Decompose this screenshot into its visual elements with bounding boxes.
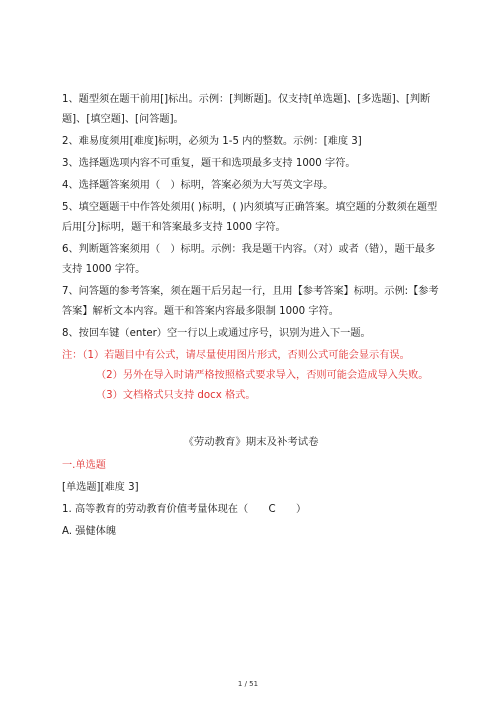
document-body bbox=[62, 90, 440, 542]
rule-1: 1、题型须在题干前用[]标出。示例：[判断题]。仅支持[单选题]、[多选题]、[判断题]、[填空题]、[问答题]。 bbox=[62, 94, 431, 125]
question-stem: 1. 高等教育的劳动教育价值考量体现在（ C ） bbox=[62, 504, 307, 515]
rule-7: 7、问答题的参考答案，须在题干后另起一行，且用【参考答案】标明。示例:【参考答案】解析文本内容。题干和答案内容最多限制 1000 字符。 bbox=[62, 286, 439, 317]
note-item-1: （1）若题目中有公式，请尽量使用图片形式，否则公式可能会显示有误。 bbox=[82, 350, 410, 361]
note-3: （3）文档格式只支持 docx 格式。 bbox=[96, 390, 256, 401]
note-1 bbox=[62, 346, 440, 366]
exam-title: 《劳动教育》期末及补考试卷 bbox=[183, 436, 319, 448]
rule-8: 8、按回车键（enter）空一行以上或通过序号，识别为进入下一题。 bbox=[62, 328, 371, 339]
rule-3: 3、选择题选项内容不可重复，题干和选项最多支持 1000 字符。 bbox=[62, 158, 356, 169]
note-2: （2）另外在导入时请严格按照格式要求导入，否则可能会造成导入失败。 bbox=[96, 370, 429, 381]
question-meta: [单选题][难度 3] bbox=[62, 482, 139, 493]
rule-4: 4、选择题答案须用（ ）标明，答案必须为大写英文字母。 bbox=[62, 180, 334, 191]
note-label: 注： bbox=[62, 350, 83, 361]
section-heading: 一.单选题 bbox=[62, 460, 106, 471]
rule-6: 6、判断题答案须用（ ）标明。示例：我是题干内容。（对）或者（错），题干最多支持 1000 字符。 bbox=[62, 244, 436, 275]
rule-5: 5、填空题题干中作答处须用( )标明，( )内须填写正确答案。填空题的分数须在题型后用[分]标明，题干和答案最多支持 1000 字符。 bbox=[62, 202, 438, 233]
page-number: 1 / 51 bbox=[237, 680, 259, 688]
rule-2: 2、难易度须用[难度]标明，必须为 1-5 内的整数。示例：[难度 3] bbox=[62, 136, 362, 147]
option-a: A. 强健体魄 bbox=[62, 526, 117, 537]
